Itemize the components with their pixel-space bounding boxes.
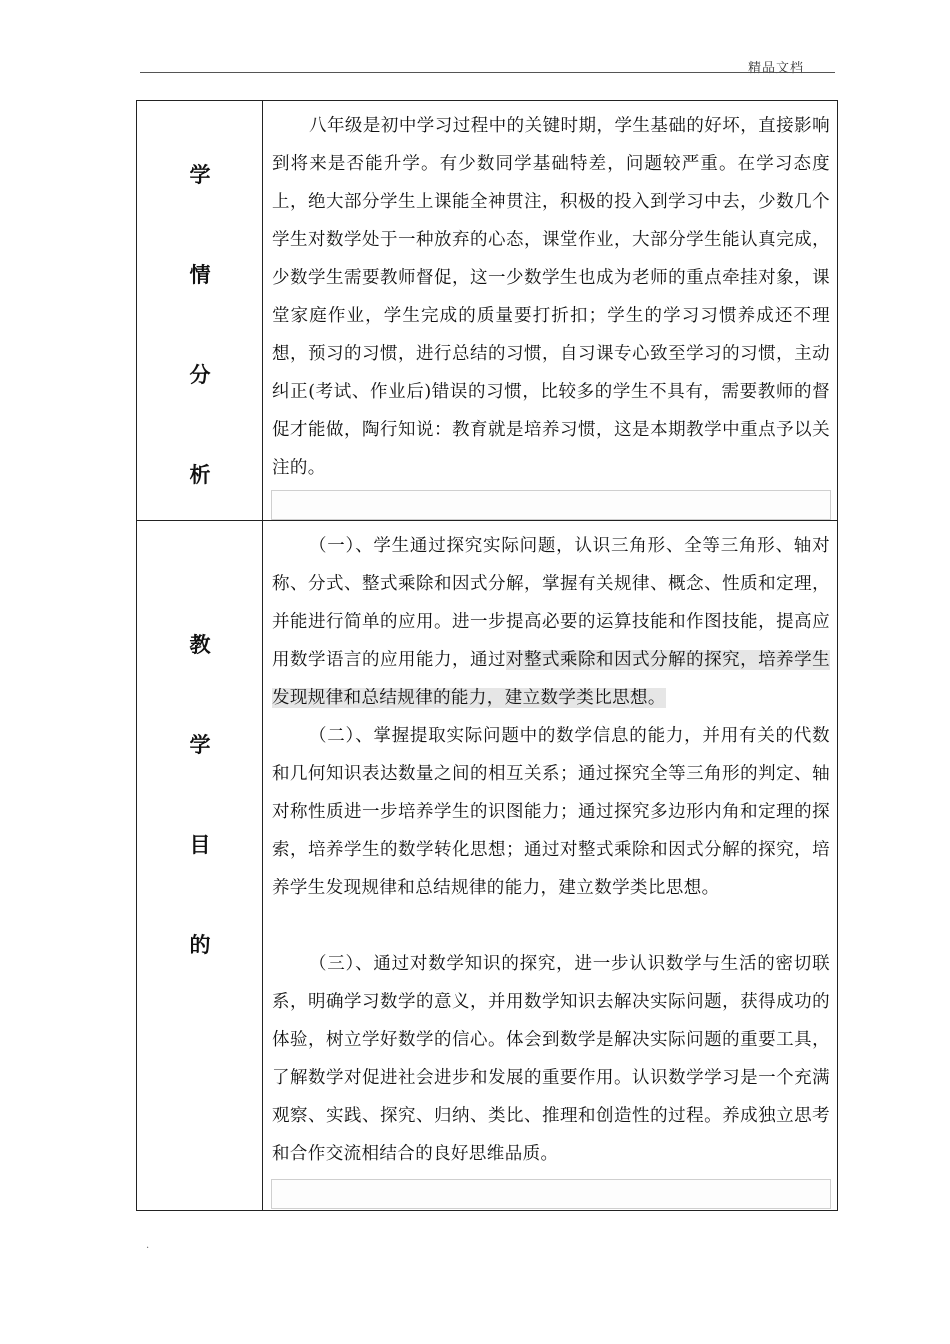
label-char: 情 (189, 263, 211, 287)
label-char: 的 (189, 933, 211, 957)
goal-paragraph-2: （二）、掌握提取实际问题中的数学信息的能力，并用有关的代数和几何知识表达数量之间的相互关系；通过探究全等三角形的判定、轴对称性质进一步培养学生的识图能力；通过探究多边形内角和定理的探索，培养学生的数学转化思想；通过对整式乘除和因式分解的探究，培养学生发现规律和总结规律的能力，建立数学类比思想。 (272, 726, 830, 898)
highlighted-text: 对整式乘除和因式分解的探究，培养学生发现规律和总结规律的能力，建立数学类比思想。 (272, 650, 830, 708)
empty-text-box (271, 490, 831, 520)
header-divider (140, 72, 835, 73)
row-label-cell (137, 101, 263, 520)
goal-paragraph-1-text: （一）、学生通过探究实际问题，认识三角形、全等三角形、轴对称、分式、整式乘除和因式分解，掌握有关规律、概念、性质和定理，并能进行简单的应用。进一步提高必要的运算技能和作图技能，提高应用数学语言的应用能力，通过 (272, 536, 830, 670)
label-char: 分 (189, 363, 211, 387)
row-content-cell (263, 521, 837, 1210)
analysis-paragraph: 八年级是初中学习过程中的关键时期，学生基础的好坏，直接影响到将来是否能升学。有少数同学基础特差，问题较严重。在学习态度上，绝大部分学生上课能全神贯注，积极的投入到学习中去，少数几个学生对数学处于一种放弃的心态，课堂作业，大部分学生能认真完成，少数学生需要教师督促，这一少数学生也成为老师的重点牵挂对象，课堂家庭作业，学生完成的质量要打折扣；学生的学习习惯养成还不理想，预习的习惯，进行总结的习惯，自习课专心致至学习的习惯，主动纠正(考试、作业后)错误的习惯，比较多的学生不具有，需要教师的督促才能做，陶行知说：教育就是培养习惯，这是本期教学中重点予以关注的。 (272, 116, 830, 478)
label-char: 教 (189, 633, 211, 657)
label-char: 目 (189, 833, 211, 857)
row-content-cell (263, 101, 837, 520)
header-label: 精品文档 (748, 61, 805, 76)
label-char: 学 (189, 733, 211, 757)
goal-paragraph-1 (272, 527, 830, 717)
label-char: 析 (189, 463, 211, 487)
table-row-teaching-goals (137, 521, 837, 1210)
goal-paragraph-3: （三）、通过对数学知识的探究，进一步认识数学与生活的密切联系，明确学习数学的意义，并用数学知识去解决实际问题，获得成功的体验，树立学好数学的信心。体会到数学是解决实际问题的重要工具，了解数学对促进社会进步和发展的重要作用。认识数学学习是一个充满观察、实践、探究、归纳、类比、推理和创造性的过程。养成独立思考和合作交流相结合的良好思维品质。 (272, 954, 830, 1164)
row-label-cell (137, 521, 263, 1210)
empty-text-box (271, 1179, 831, 1209)
footer-mark: . (146, 1240, 150, 1251)
table-row-student-analysis (137, 101, 837, 521)
label-char: 学 (189, 163, 211, 187)
plan-table (136, 100, 838, 1211)
